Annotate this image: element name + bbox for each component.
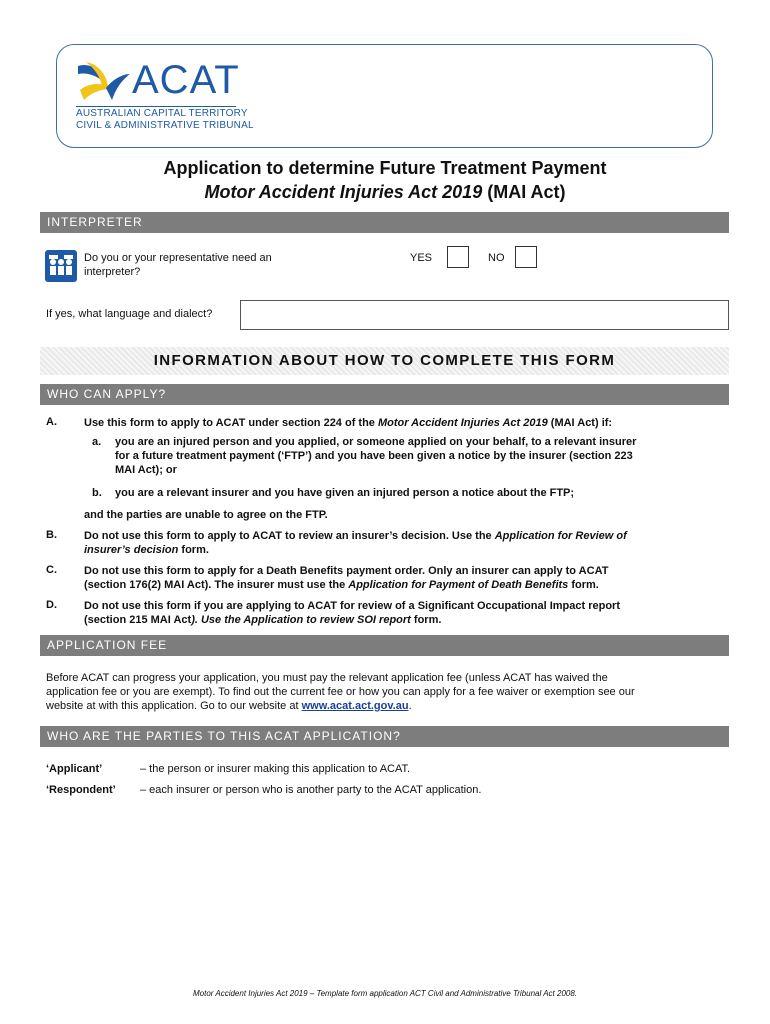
form-subtitle [0,182,770,203]
logo-subtitle-line1: AUSTRALIAN CAPITAL TERRITORY [76,108,248,119]
item-b-mark: B. [46,529,57,541]
language-question: If yes, what language and dialect? [46,308,213,320]
item-a-mark: A. [46,416,57,428]
and-text: and the parties are unable to agree on the FTP. [84,509,328,521]
item-c-text: Do not use this form to apply for a Death Benefits payment order. Only an insurer can apply to ACAT (section 176(2) MAI Act). The insurer must use the Application for Payment of Death Benefits form. [84,565,609,591]
page-footer: Motor Accident Injuries Act 2019 – Template form application ACT Civil and Administrative Tribunal Act 2008. [192,989,578,998]
item-c-mark: C. [46,564,57,576]
acat-logo-icon [76,60,132,104]
info-heading: INFORMATION ABOUT HOW TO COMPLETE THIS FORM [40,347,729,375]
act-abbrev: (MAI Act) [482,182,566,202]
interpreter-yes-checkbox[interactable] [447,246,469,268]
logo-subtitle [76,108,254,132]
parties-heading: WHO ARE THE PARTIES TO THIS ACAT APPLICATION? [40,726,729,747]
logo-divider [76,106,236,107]
item-d-mark: D. [46,599,57,611]
form-title: Application to determine Future Treatment Payment [163,158,607,178]
fee-paragraph: Before ACAT can progress your application, you must pay the relevant application fee (unless ACAT has waived the application fee or you are exempt). To find out the current fee or how you can apply for a fee waiver or exemption see our website at with this application. Go to our website at www.acat.act.gov.au. [46,672,635,712]
no-label: NO [488,252,505,264]
sub-a-text: you are an injured person and you applied, or someone applied on your behalf, to a relevant insurer for a future treatment payment (‘FTP’) and you have been given a notice by the insurer (section 223 MAI Act); or [115,436,637,476]
item-a-text: Use this form to apply to ACAT under section 224 of the Motor Accident Injuries Act 2019 (MAI Act) if: [84,417,613,429]
who-can-apply-heading: WHO CAN APPLY? [40,384,729,405]
applicant-term: ‘Applicant’ [46,763,103,775]
sub-b-mark: b. [92,487,102,499]
logo-wordmark: ACAT [132,58,240,102]
acat-website-link[interactable]: www.acat.act.gov.au [301,700,409,712]
respondent-definition: – each insurer or person who is another party to the ACAT application. [140,784,482,796]
interpreter-question: Do you or your representative need an interpreter? [84,252,272,278]
yes-label: YES [410,252,433,264]
applicant-definition: – the person or insurer making this application to ACAT. [140,763,411,775]
respondent-term: ‘Respondent’ [46,784,116,796]
interpreter-icon [45,250,77,282]
interpreter-no-checkbox[interactable] [515,246,537,268]
act-name: Motor Accident Injuries Act 2019 [204,182,483,202]
interpreter-heading: INTERPRETER [40,212,729,233]
application-fee-heading: APPLICATION FEE [40,635,729,656]
sub-b-text: you are a relevant insurer and you have given an injured person a notice about the FTP; [115,487,575,499]
logo-subtitle-line2: CIVIL & ADMINISTRATIVE TRIBUNAL [76,120,254,131]
language-input[interactable] [240,300,729,330]
item-b-text: Do not use this form to apply to ACAT to review an insurer’s decision. Use the Application for Review of insurer’s decision form. [84,530,627,556]
sub-a-mark: a. [92,436,102,448]
item-d-text: Do not use this form if you are applying to ACAT for review of a Significant Occupational Impact report (section 215 MAI Act). Use the Application to review SOI report form. [84,600,621,626]
